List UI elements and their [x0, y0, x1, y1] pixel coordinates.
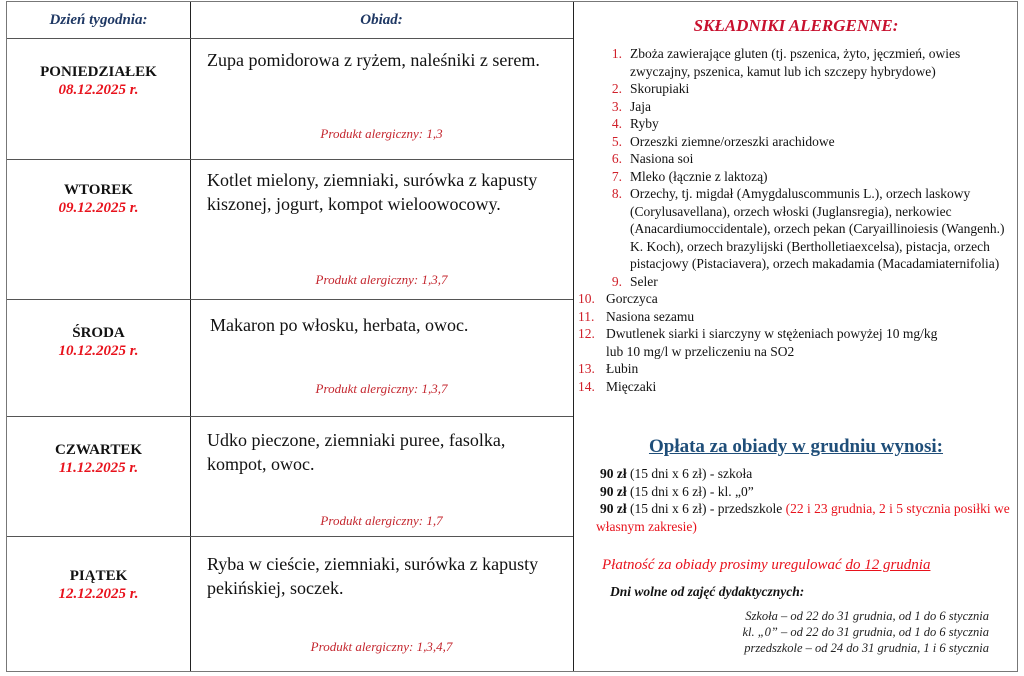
payment-notice [602, 557, 930, 574]
allergen-number: 11. [578, 308, 595, 324]
allergen-number: 6. [611, 151, 622, 166]
payment-text: Płatność za obiady prosimy uregulować [602, 557, 846, 573]
allergen-item [596, 45, 1016, 80]
meal-text: Udko pieczone, ziemniaki puree, fasolka, kompot, owoc. [207, 430, 506, 474]
allergen-panel-title: SKŁADNIKI ALERGENNE: [693, 16, 899, 35]
allergen-item [578, 360, 1016, 378]
days-off-list [634, 608, 989, 656]
meal-text: Kotlet mielony, ziemniaki, surówka z kapusty kiszonej, jogurt, kompot wieloowocowy. [207, 170, 538, 214]
header-meal: Obiad: [360, 11, 403, 28]
allergen-text: Dwutlenek siarki i siarczyny w stężeniach powyżej 10 mg/kg lub 10 mg/l w przeliczeniu na SO2 [606, 326, 938, 359]
row-divider [7, 159, 573, 160]
allergen-note: Produkt alergiczny: 1,3 [320, 126, 443, 141]
allergen-number: 3. [611, 98, 622, 114]
fee-amount: 90 zł [600, 483, 627, 499]
header-day: Dzień tygodnia: [49, 11, 148, 28]
allergen-note: Produkt alergiczny: 1,3,7 [315, 272, 448, 287]
allergen-number: 2. [611, 81, 622, 96]
allergen-item [596, 133, 1016, 151]
allergen-text: Seler [630, 273, 658, 289]
allergen-note: Produkt alergiczny: 1,3,4,7 [310, 639, 453, 654]
day-cell-tuesday [7, 182, 190, 217]
day-cell-monday [7, 64, 190, 99]
allergen-number: 9. [611, 273, 622, 289]
days-off-line: Szkoła – od 22 do 31 grudnia, od 1 do 6 stycznia [745, 609, 989, 623]
fee-row [600, 483, 1010, 501]
day-date: 10.12.2025 r. [58, 343, 139, 359]
allergen-item [596, 80, 1016, 98]
allergen-number: 10. [578, 291, 595, 306]
day-name: PONIEDZIAŁEK [40, 64, 157, 80]
day-date: 11.12.2025 r. [58, 460, 139, 476]
allergen-text: Orzeszki ziemne/orzeszki arachidowe [630, 133, 835, 149]
meal-text: Zupa pomidorowa z ryżem, naleśniki z serem. [207, 50, 540, 70]
day-cell-wednesday [7, 325, 190, 360]
allergen-item [596, 150, 1016, 168]
menu-table [6, 1, 1018, 672]
fee-title: Opłata za obiady w grudniu wynosi: [648, 436, 944, 457]
allergen-number: 1. [611, 46, 622, 61]
day-name: PIĄTEK [69, 568, 128, 584]
allergen-item [596, 98, 1016, 116]
day-cell-thursday [7, 442, 190, 477]
fee-list [596, 465, 1010, 535]
days-off-line: kl. „0” – od 22 do 31 grudnia, od 1 do 6 stycznia [742, 625, 989, 639]
column-divider [573, 2, 574, 671]
day-date: 12.12.2025 r. [58, 586, 139, 602]
allergen-text: Orzechy, tj. migdał (Amygdaluscommunis L.), orzech laskowy (Corylusavellana), orzech włoski (Juglansregia), nerkowiec (Anacardiumoccidentale), orzech pekan (Caryaillinoiesis (Wangenh.) K. Koch), orzech brazylijski (Bertholletiaexcelsa), pistacja, orzech pistacjowy (Pistaciavera), orzech makadamia (Macadamiaternifolia) [630, 186, 1005, 271]
day-name: CZWARTEK [55, 442, 142, 458]
allergen-number: 8. [611, 186, 622, 201]
allergen-text: Łubin [606, 361, 639, 376]
allergen-text: Skorupiaki [630, 81, 690, 96]
allergen-text: Zboża zawierające gluten (tj. pszenica, żyto, jęczmień, owies zwyczajny, pszenica, kamut lub ich szczepy hybrydowe) [630, 46, 961, 79]
allergen-number: 4. [611, 116, 622, 131]
allergen-item [578, 308, 1016, 326]
allergen-number: 13. [578, 361, 595, 376]
allergen-note: Produkt alergiczny: 1,7 [320, 513, 443, 528]
fee-note: (22 i 23 grudnia, 2 i 5 stycznia posiłki we własnym zakresie) [596, 501, 1010, 534]
allergen-item [596, 168, 1016, 186]
allergen-text: Nasiona soi [630, 151, 694, 166]
day-name: WTOREK [64, 182, 133, 198]
payment-deadline: do 12 grudnia [845, 557, 931, 573]
fee-amount: 90 zł [600, 501, 627, 516]
allergen-text: Mięczaki [606, 378, 657, 394]
row-divider [7, 299, 573, 300]
day-cell-friday [7, 568, 190, 603]
allergen-item [578, 290, 1016, 308]
allergen-text: Mleko (łącznie z laktozą) [630, 168, 768, 184]
fee-amount: 90 zł [600, 466, 627, 481]
allergen-list [578, 45, 1016, 395]
allergen-item [596, 185, 1016, 273]
allergen-number: 5. [611, 133, 622, 149]
row-divider [7, 536, 573, 537]
fee-detail: (15 dni x 6 zł) - szkoła [626, 466, 753, 481]
column-divider [190, 2, 191, 671]
day-name: ŚRODA [72, 325, 125, 341]
fee-detail: (15 dni x 6 zł) - kl. „0” [626, 483, 754, 499]
row-divider [7, 416, 573, 417]
day-date: 09.12.2025 r. [58, 200, 139, 216]
allergen-number: 14. [578, 378, 595, 394]
meal-text: Makaron po włosku, herbata, owoc. [210, 315, 469, 335]
allergen-text: Ryby [630, 116, 659, 131]
meal-text: Ryba w cieście, ziemniaki, surówka z kapusty pekińskiej, soczek. [207, 554, 539, 598]
allergen-item [596, 273, 1016, 291]
days-off-title: Dni wolne od zajęć dydaktycznych: [610, 584, 805, 599]
day-date: 08.12.2025 r. [58, 82, 139, 98]
fee-row [600, 465, 1010, 483]
allergen-item [578, 325, 1016, 360]
fee-detail: (15 dni x 6 zł) - przedszkole [626, 501, 786, 516]
fee-row [596, 500, 1010, 535]
allergen-number: 7. [611, 168, 622, 184]
allergen-note: Produkt alergiczny: 1,3,7 [315, 381, 448, 396]
allergen-item [596, 115, 1016, 133]
allergen-item [578, 378, 1016, 396]
row-divider [7, 38, 573, 39]
allergen-text: Gorczyca [606, 291, 658, 306]
allergen-number: 12. [578, 326, 595, 341]
allergen-text: Jaja [630, 98, 651, 114]
days-off-line: przedszkole – od 24 do 31 grudnia, 1 i 6 stycznia [744, 641, 989, 655]
allergen-text: Nasiona sezamu [606, 308, 695, 324]
